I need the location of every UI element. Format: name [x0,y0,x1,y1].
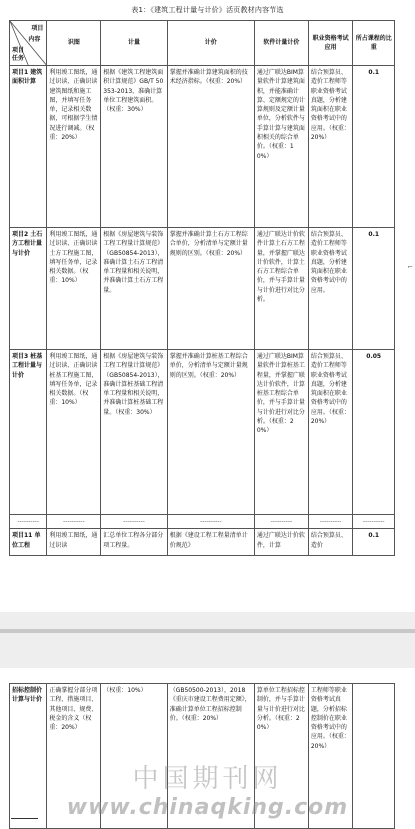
diag-label-bottom-b: 任务 [12,54,25,62]
page-edge-mark: ⌐ [407,263,413,271]
cell-price: 掌握并准确计算建筑面积的技术经济指标。（权重：20%） [167,66,254,228]
cell-price: 根据《建设工程工程量清单计价规范》 [167,529,254,556]
diag-label-top-a: 项目 [31,25,44,32]
ellipsis-cell: ---------- [254,515,308,529]
ellipsis-cell: ---------- [47,515,101,529]
cell-read: 利用竣工图纸，通过识读、正确识读土方工程施工图，填写任务单，记录相关数据。（权重：10%） [47,228,101,350]
table-row [10,350,395,515]
col-header-price: 计价 [167,21,254,66]
cell-read: 利用竣工图纸，通过识读、正确识读桩基工程施工图，填写任务单，记录相关数据。（权重：10%） [47,350,101,515]
row-title: 项目1 建筑面积计算 [10,66,47,228]
cell-weight: 0.1 [353,529,395,556]
row-title: 项目2 土石方工程计量与计价 [10,228,47,350]
course-table [9,20,395,556]
col-header-exam: 职业资格考试应用 [308,21,353,66]
cell-software: 算单位工程招标控制价，并与手算计量与计价进行对比分析。（权重：20%） [254,684,308,829]
row-title: 招标控制价计算与计价 [10,684,47,829]
watermark-cn: 中国期刊网 [132,764,283,794]
col-header-weight: 所占课程的比重 [353,21,395,66]
cell-exam: 结合预算员、造价工程师等职业资格考试真题，分析建筑面积在职业资格考试中的应用。（权重：20%） [308,66,353,228]
watermark-url: www.chinaqking.com [66,795,349,820]
cell-read: 正确掌握分部分项工程、措施项目、其他项目、规费、税金的含义（权重：20%） [47,684,101,829]
ellipsis-cell: ---------- [101,515,167,529]
cell-price: （GB50500-2013），2018《重庆市建设工程费用定额》，准确计算单位工程招标控制价。（权重：20%） [167,684,254,829]
cell-measure: （权重：10%） [101,684,167,829]
cell-measure: 根据《房屋建筑与装饰工程工程量计算规范》（GB50854-2013），准确计算土石方工程清单工程量和相关说明，并准确计算土石方工程量。 [101,228,167,350]
cell-measure: 根据《建筑工程建筑面积计算规范》GB/T 50353-2013，准确计算单位工程建筑面积。（权重：30%） [101,66,167,228]
row-title: 项目11 单位工程 [10,529,47,556]
col-header-software: 软件计量计价 [254,21,308,66]
table-row [10,228,395,350]
col-header-read: 识图 [47,21,101,66]
cell-exam: 结合预算员、造价工程师等职业资格考试真题，分析建筑面积在职业资格考试中的应用。 [308,228,353,350]
cell-exam: 工程师等职业资格考试真题，分析招标控制价在职业资格考试中的应用。（权重：20%） [308,684,353,829]
cell-software: 通过广联达BIM算量软件计算桩基工程量，并掌握广联达计价软件，计算桩基工程综合单价，并与手算计量与计价进行对比分析。（权重：20%） [254,350,308,515]
cell-exam: 结合预算员、造价 [308,529,353,556]
cell-software: 通过广联达计价软件计算土石方工程量，并掌握广联达计价软件，计算土石方工程综合单价，并与手算计量与计价进行对比分析。 [254,228,308,350]
cell-software: 通过广联达BIM算量软件计算建筑面积，并能准确计算、定额规定的计算规则及定额计量单位，分析软件与手算计算与建筑面积相关的综合单价。（权重：10%） [254,66,308,228]
ellipsis-row [10,515,395,529]
footnote-rule [11,818,38,819]
ellipsis-cell: ---------- [10,515,47,529]
row-title: 项目3 桩基工程计量与计价 [10,350,47,515]
cell-weight: 0.05 [353,350,395,515]
cell-read: 利用竣工图纸，通过识读、正确识读建筑图纸和施工图，并填写任务单，记录相关数据，可根据学生情况进行调减。（权重：20%） [47,66,101,228]
table-header-row [10,21,395,66]
cell-measure: 根据《房屋建筑与装饰工程工程量计算规范》（GB50854-2013），准确计算桩基础工程清单工程量和相关说明，并准确计算桩基础工程量。（权重：30%） [101,350,167,515]
table-row [10,529,395,556]
cell-price: 掌握并准确计算土石方工程综合单价，分析清单与定额计量规则的区别。（权重：20%） [167,228,254,350]
cell-read: 利用竣工图纸，通过识读 [47,529,101,556]
col-header-measure: 计量 [101,21,167,66]
cell-software: 通过广联达计价软件，计算 [254,529,308,556]
cell-exam: 结合预算员、造价工程师等职业资格考试真题，分析建筑面积在职业资格考试中的应用。（权重：20%） [308,350,353,515]
ellipsis-cell: ---------- [308,515,353,529]
cell-weight: 0.1 [353,228,395,350]
page-break [0,612,415,668]
page-separator [0,629,415,633]
cell-weight: 0.1 [353,66,395,228]
ellipsis-cell: ---------- [353,515,395,529]
diag-label-top-b: 内容 [28,36,41,43]
cell-measure: 汇总单位工程各分部分项工程量。 [101,529,167,556]
table-row [10,66,395,228]
diag-label-bottom-a: 项目 [12,46,25,54]
table-caption: 表1：《建筑工程计量与计价》活页教材内容节选 [131,6,284,14]
cell-price: 掌握并准确计算桩基工程综合单价，分析清单与定额计量规则的区别。（权重：20%） [167,350,254,515]
ellipsis-cell: ---------- [167,515,254,529]
diagonal-header-cell [10,21,47,66]
